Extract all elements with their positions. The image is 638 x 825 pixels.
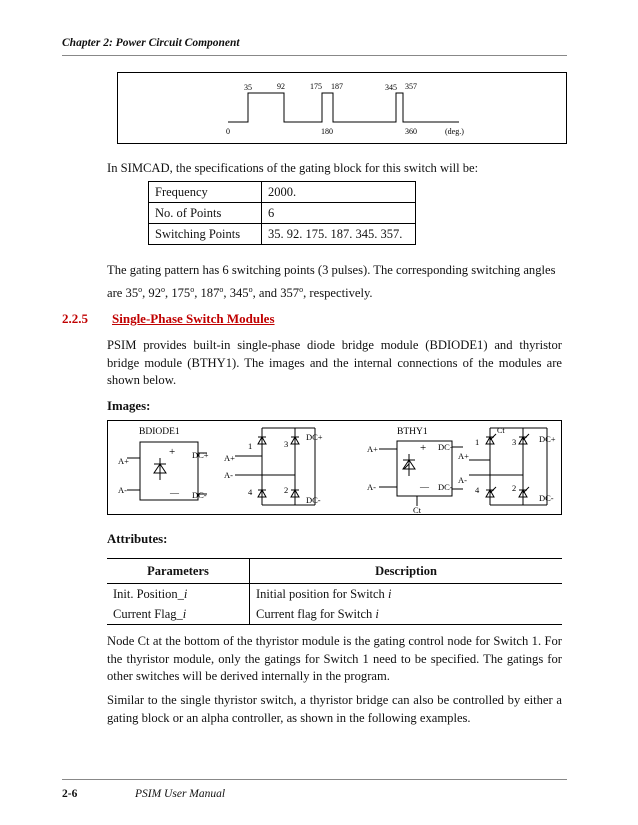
column-header-parameters: Parameters (107, 559, 250, 584)
param-index: i (183, 586, 188, 601)
bthy-aminus-label: A- (367, 482, 376, 492)
table-row (149, 203, 416, 224)
pattern-text: , 187 (194, 286, 220, 301)
section-title: Single-Phase Switch Modules (112, 311, 275, 326)
similar-paragraph: Similar to the single thyristor switch, a thyristor bridge can also be controlled by either a gating block or an alpha controller, as shown in the following examples. (107, 693, 562, 725)
bdiode-int-dcplus: DC+ (306, 432, 323, 442)
param-text: Current Flag_ (113, 606, 183, 621)
bthy-node-2: 2 (512, 483, 517, 493)
bdiode-aminus-label: A- (118, 485, 127, 495)
intro-paragraph: In SIMCAD, the specifications of the gating block for this switch will be: (107, 161, 479, 175)
bdiode-node-4: 4 (248, 487, 253, 497)
column-header-description: Description (250, 559, 563, 584)
bthy-int-dcminus: DC- (539, 493, 554, 503)
desc-cell (250, 604, 563, 625)
bthy-node-4: 4 (475, 485, 480, 495)
bthy-int-dcplus: DC+ (539, 434, 556, 444)
switch-label-92: 92 (277, 82, 285, 91)
bdiode-aplus-label: A+ (118, 456, 129, 466)
degree-mark: o (161, 285, 166, 294)
table-row (149, 182, 416, 203)
bthy-node-3: 3 (512, 437, 517, 447)
attributes-heading: Attributes: (107, 532, 168, 546)
gating-waveform (228, 93, 459, 122)
spec-key: Frequency (149, 182, 262, 203)
degree-mark: o (219, 285, 224, 294)
pattern-line1: The gating pattern has 6 switching points (3 pulses). The corresponding switching angles (107, 263, 556, 277)
switch-label-345: 345 (385, 83, 397, 92)
pattern-text: , 92 (142, 286, 162, 301)
bdiode-internal-circuit (235, 428, 315, 505)
spec-value: 2000. (262, 182, 416, 203)
bdiode-node-3: 3 (284, 439, 289, 449)
bthy-plus-sign: + (420, 442, 427, 454)
degree-mark: o (248, 285, 253, 294)
table-row (149, 224, 416, 245)
pattern-paragraph (107, 261, 562, 303)
bdiode-node-1: 1 (248, 441, 253, 451)
page-number: 2-6 (62, 788, 78, 800)
degree-mark: o (190, 285, 195, 294)
pattern-text: are 35 (107, 286, 139, 301)
spec-value: 35. 92. 175. 187. 345. 357. (262, 224, 416, 245)
spec-value: 6 (262, 203, 416, 224)
pattern-text: , and 357 (252, 286, 300, 301)
desc-cell (250, 584, 563, 605)
table-row (107, 604, 562, 625)
manual-title: PSIM User Manual (135, 788, 226, 800)
node-ct-paragraph: Node Ct at the bottom of the thyristor module is the gating control node for Switch 1. For the thyristor module, only the gatings for Switch 1 need to be specified. The gatings for other switches will be derived internally in the program. (107, 634, 562, 683)
modules-diagram (107, 420, 562, 515)
bdiode-node-2: 2 (284, 485, 289, 495)
chapter-header: Chapter 2: Power Circuit Component (62, 37, 240, 49)
bdiode-diode-icon (154, 458, 166, 480)
axis-label-0: 0 (226, 127, 230, 136)
pattern-text: , respectively. (303, 286, 373, 301)
bdiode-int-aplus: A+ (224, 453, 235, 463)
images-heading: Images: (107, 399, 151, 413)
bdiode-plus-sign: + (169, 446, 176, 458)
desc-index: i (387, 586, 392, 601)
bthy-dcplus-label: DC+ (438, 442, 455, 452)
degree-mark: o (138, 285, 143, 294)
bdiode-int-dcminus: DC- (306, 495, 321, 505)
bthy-aplus-label: A+ (367, 444, 378, 454)
bthy-int-ct: Ct (497, 426, 505, 435)
gating-spec-table (148, 181, 416, 245)
switch-label-357: 357 (405, 82, 417, 91)
attributes-table (107, 558, 562, 625)
bthy-ct-label: Ct (413, 505, 422, 515)
bdiode-dcminus-label: DC- (192, 490, 207, 500)
psim-paragraph: PSIM provides built-in single-phase diode bridge module (BDIODE1) and thyristor bridge module (BTHY1). The images and the internal connections of the modules are shown below. (107, 338, 562, 387)
desc-text: Initial position for Switch (256, 586, 388, 601)
bdiode-minus-sign: — (170, 488, 179, 498)
bdiode-title: BDIODE1 (139, 427, 180, 437)
header-rule (62, 55, 567, 56)
bthy-dcminus-label: DC- (438, 482, 453, 492)
desc-text: Current flag for Switch (256, 606, 376, 621)
gating-chart (117, 72, 567, 144)
spec-key: Switching Points (149, 224, 262, 245)
switch-label-187: 187 (331, 82, 343, 91)
bdiode-dcplus-label: DC+ (192, 450, 209, 460)
bthy-int-aminus: A- (458, 475, 467, 485)
axis-unit: (deg.) (445, 127, 464, 136)
section-number: 2.2.5 (62, 311, 88, 326)
switch-label-35: 35 (244, 83, 252, 92)
footer-rule (62, 779, 567, 780)
axis-label-360: 360 (405, 127, 417, 136)
param-index: i (182, 606, 187, 621)
spec-key: No. of Points (149, 203, 262, 224)
param-text: Init. Position_ (113, 586, 184, 601)
table-row (107, 584, 562, 605)
bthy-minus-sign: — (420, 482, 429, 492)
desc-index: i (375, 606, 379, 621)
param-cell (107, 604, 250, 625)
bthy-internal-circuit (469, 428, 547, 505)
pattern-text: , 345 (223, 286, 249, 301)
bthy-thyristor-icon (403, 454, 415, 476)
bdiode-int-aminus: A- (224, 470, 233, 480)
pattern-text: , 175 (165, 286, 191, 301)
switch-label-175: 175 (310, 82, 322, 91)
axis-label-180: 180 (321, 127, 333, 136)
table-header-row (107, 559, 562, 584)
param-cell (107, 584, 250, 605)
bthy-node-1: 1 (475, 437, 480, 447)
bthy-title: BTHY1 (397, 427, 428, 437)
bthy-int-aplus: A+ (458, 451, 469, 461)
degree-mark: o (299, 285, 304, 294)
